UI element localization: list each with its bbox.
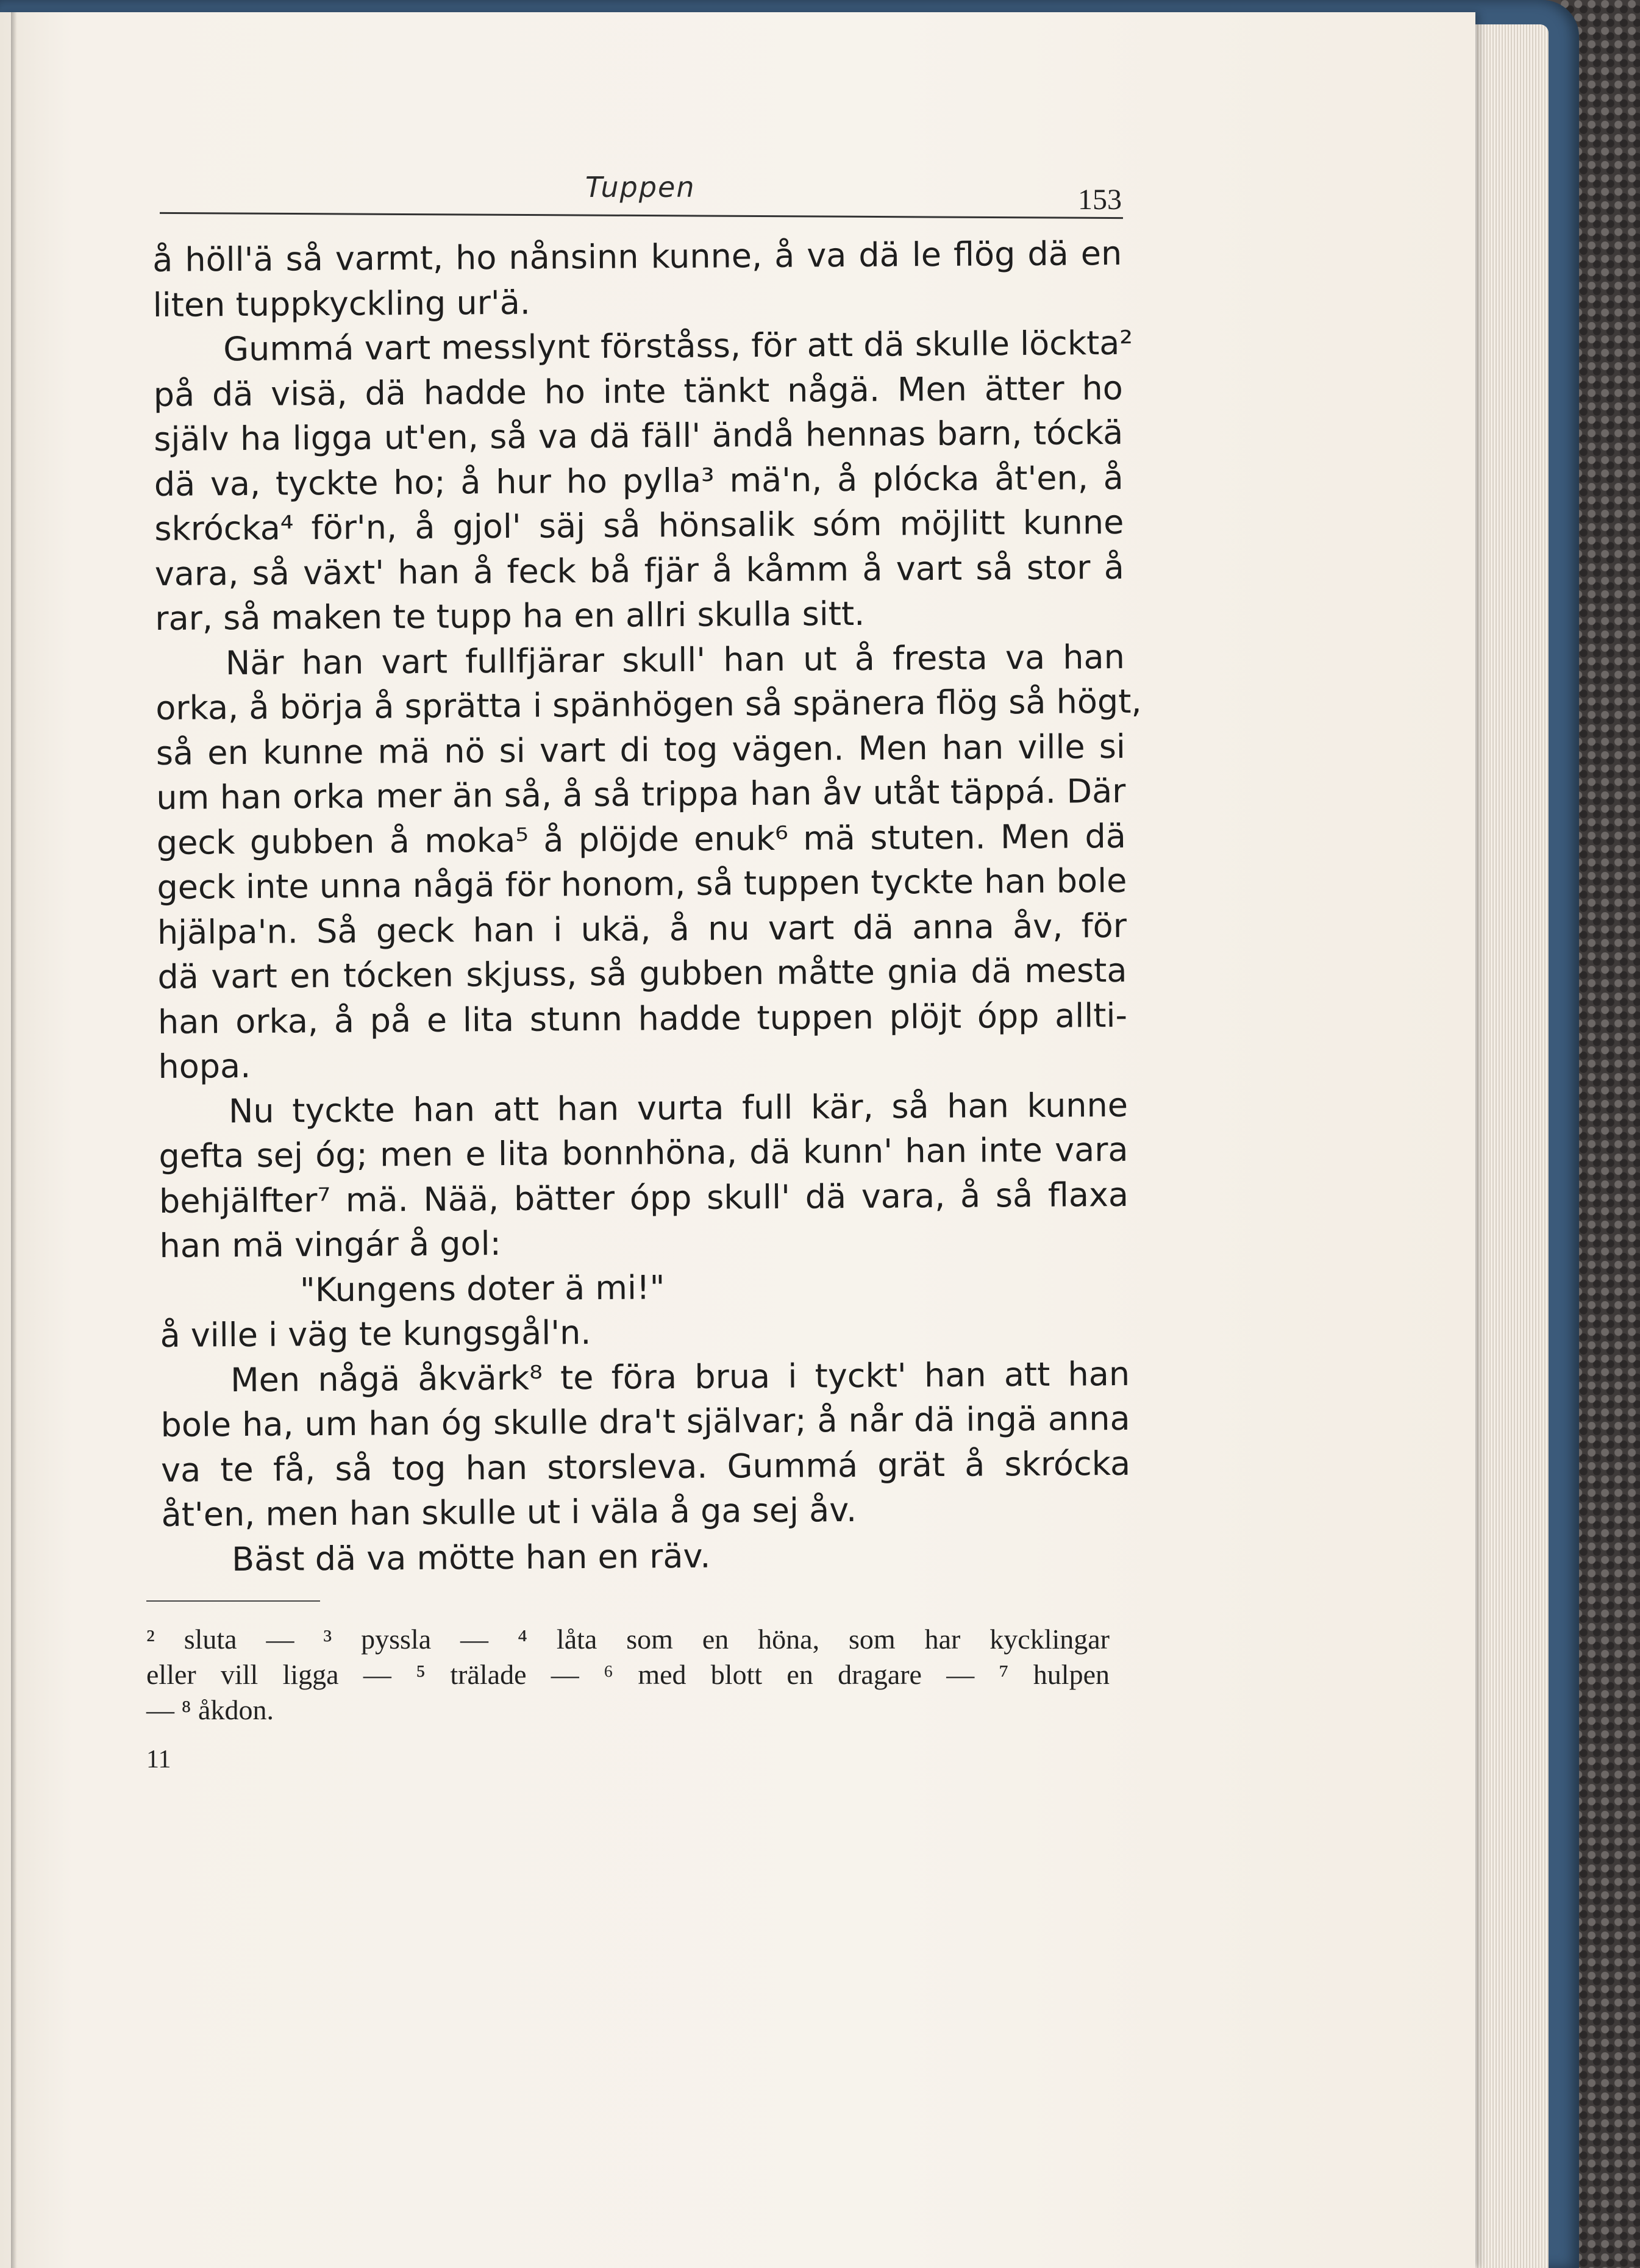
text-line: å höll'ä så varmt, ho nånsinn kunne, å va dä le flög dä en <box>152 234 1122 279</box>
text-line: åt'en, men han skulle ut i väla å ga sej åv. <box>161 1490 857 1534</box>
text-line: Bäst dä va mötte han en räv. <box>231 1536 711 1578</box>
footnote-line: ² sluta — ³ pyssla — ⁴ låta som en höna, som har kycklingar <box>146 1624 1110 1655</box>
text-line: hopa. <box>158 1046 251 1086</box>
footnote-line: eller vill ligga — ⁵ trälade — ⁶ med blott en dragare — ⁷ hulpen <box>146 1659 1110 1690</box>
text-line: rar, så maken te tupp ha en allri skulla sitt. <box>155 594 865 638</box>
page-number: 153 <box>1078 184 1122 216</box>
text-line: gefta sej óg; men e lita bonnhöna, dä kunn' han inte vara <box>159 1130 1128 1175</box>
text-line: han orka, å på e lita stunn hadde tuppen plöjt ópp allti- <box>157 996 1128 1041</box>
text-line: dä vart en tócken skjuss, så gubben måtte gnia dä mesta <box>157 950 1127 996</box>
footnotes <box>146 1622 1110 1728</box>
signature-mark: 11 <box>146 1746 171 1774</box>
text-line: dä va, tyckte ho; å hur ho pylla³ mä'n, å plócka åt'en, å <box>154 458 1124 504</box>
text-line: behjälfter⁷ mä. Nää, bätter ópp skull' dä vara, å så flaxa <box>159 1175 1129 1221</box>
text-line: Nu tyckte han att han vurta full kär, så han kunne <box>228 1085 1128 1130</box>
text-line: liten tuppkyckling ur'ä. <box>152 283 531 324</box>
text-line: så en kunne mä nö si vart di tog vägen. Men han ville si <box>155 727 1126 772</box>
text-line: hjälpa'n. Så geck han i ukä, å nu vart dä anna åv, för <box>157 906 1127 952</box>
text-line: själv ha ligga ut'en, så va dä fäll' ändå hennas barn, tóckä <box>154 413 1124 458</box>
running-title: Tuppen <box>585 171 696 204</box>
text-line: va te få, så tog han storsleva. Gummá grät å skrócka <box>160 1444 1131 1489</box>
text-line: skrócka⁴ för'n, å gjol' säj så hönsalik sóm möjlitt kunne <box>154 502 1124 548</box>
text-line: Men någä åkvärk⁸ te föra brua i tyckt' han att han <box>230 1354 1130 1399</box>
footnote-rule <box>146 1600 320 1602</box>
text-line: orka, å börja å sprätta i spänhögen så spänera flög så högt, <box>155 682 1142 727</box>
text-line: geck gubben å moka⁵ å plöjde enuk⁶ mä stuten. Men dä <box>156 816 1127 862</box>
text-line: å ville i väg te kungsgål'n. <box>160 1313 591 1355</box>
text-line: När han vart fullfjärar skull' han ut å fresta va han <box>225 637 1125 682</box>
body-text <box>152 231 1142 1582</box>
page-gutter <box>11 12 17 2268</box>
text-line: på dä visä, dä hadde ho inte tänkt någä. Men ätter ho <box>153 368 1123 414</box>
text-line: Gummá vart messlynt förståss, för att dä skulle löckta² <box>223 323 1133 369</box>
text-line: vara, så växt' han å feck bå fjär å kåmm å vart så stor å <box>154 547 1125 593</box>
verse-line: "Kungens doter ä mi!" <box>299 1268 665 1309</box>
text-line: bole ha, um han óg skulle dra't självar; å når dä ingä anna <box>160 1399 1130 1444</box>
text-line: um han orka mer än så, å så trippa han åv utåt täppá. Där <box>156 771 1126 817</box>
text-line: geck inte unna någä för honom, så tuppen tyckte han bole <box>157 861 1127 907</box>
footnote-line: — ⁸ åkdon. <box>146 1694 274 1725</box>
text-line: han mä vingár å gol: <box>159 1224 501 1265</box>
